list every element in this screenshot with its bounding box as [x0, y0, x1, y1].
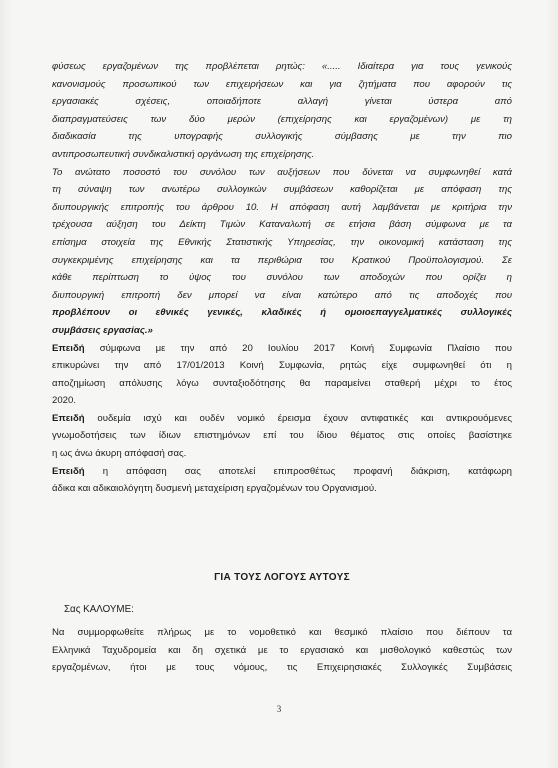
- quote-line: Το ανώτατο ποσοστό του συνόλου των αυξήσεων που δύνεται να συμφωνηθεί κατά: [52, 166, 512, 178]
- quote-line: διυπουργική επιτροπή δεν μπορεί να είναι κατώτερο από τις αποδοχές που: [52, 289, 512, 301]
- quote-line: συγκεκριμένης επιχείρησης και τα περιθώρια του Κρατικού Προϋπολογισμού. Σε: [52, 254, 512, 266]
- document-body: [52, 58, 512, 674]
- paragraph-line: 2020.: [52, 395, 77, 407]
- paragraph-line: αποζημίωση απόλυσης λόγω συνταξιοδότησης θα παραμείνει σταθερή μέχρι το έτος: [52, 377, 512, 389]
- paragraph-discrimination: [52, 463, 512, 498]
- paragraph-legal-opinions: [52, 410, 512, 463]
- paragraph-line: γνωμοδοτήσεις των ίδιων επιστημόνων επί του ίδιου θέματος στις οποίες βασίστηκε: [52, 430, 512, 442]
- paragraph-line: Ελληνικά Ταχυδρομεία και δη σχετικά με το εργασιακό και μισθολογικό καθεστώς των: [52, 644, 512, 656]
- quote-line: επίσημα στοιχεία της Εθνικής Στατιστικής Υπηρεσίας, την οικονομική κατάσταση της: [52, 236, 512, 248]
- paragraph-lead: Επειδή: [52, 412, 85, 424]
- quote-line: αντιπροσωπευτική συνδικαλιστική οργάνωση της επιχείρησης.: [52, 148, 315, 160]
- paragraph-lead: Επειδή: [52, 465, 85, 477]
- quote-line: εργασιακές σχέσεις, οποιαδήποτε αλλαγή γίνεται ύστερα από: [52, 96, 512, 108]
- paragraph-line: Επειδή ουδεμία ισχύ και ουδέν νομικό έρεισμα έχουν αντιφατικές και αντικρουόμενες: [52, 412, 512, 424]
- paragraph-line: η ως άνω άκυρη απόφασή σας.: [52, 448, 187, 460]
- quoted-law-block: [52, 58, 512, 340]
- quote-line: διυπουργικής επιτροπής του άρθρου 10. Η απόφαση αυτή λαμβάνεται με κριτήρια την: [52, 201, 512, 213]
- paragraph-demand: [52, 624, 512, 677]
- paragraph-lead: Επειδή: [52, 342, 85, 354]
- paragraph-line: Να συμμορφωθείτε πλήρως με το νομοθετικό και θεσμικό πλαίσιο που διέπουν τα: [52, 627, 512, 638]
- paragraph-line: Επειδή σύμφωνα με την από 20 Ιουλίου 2017 Κοινή Συμφωνία Πλαίσιο που: [52, 342, 512, 354]
- section-heading: ΓΙΑ ΤΟΥΣ ΛΟΓΟΥΣ ΑΥΤΟΥΣ: [214, 572, 350, 583]
- quote-line: τρέχουσα αύξηση του Δείκτη Τιμών Καταναλωτή σε ετήσια βάση σύμφωνα με τα: [52, 219, 512, 231]
- quote-line: διαδικασία της υπογραφής συλλογικής σύμβασης με την πιο: [52, 131, 512, 143]
- quote-line: διαπραγματεύσεις των δύο μερών (επιχείρησης και εργαζομένων) με τη: [52, 113, 512, 125]
- quote-line: φύσεως εργαζομένων της προβλέπεται ρητώς: «..... Ιδιαίτερα για τους γενικούς: [52, 61, 512, 72]
- paragraph-retirement-compensation: [52, 340, 512, 410]
- paragraph-line: άδικα και αδικαιολόγητη δυσμενή μεταχείριση εργαζομένων του Οργανισμού.: [52, 483, 377, 495]
- paragraph-line: εργαζομένων, ήτοι με τους νόμους, τις Επιχειρησιακές Συλλογικές Συμβάσεις: [52, 662, 512, 674]
- quote-line: συμβάσεις εργασίας.»: [52, 324, 153, 336]
- quote-line: κάθε περίπτωση το ύψος του συνόλου των αποδοχών που ορίζει η: [52, 272, 512, 284]
- quote-line: προβλέπουν οι εθνικές γενικές, κλαδικές ή ομοιοεπαγγελματικές συλλογικές: [52, 307, 512, 319]
- paragraph-line: επικυρώνει την από 17/01/2013 Κοινή Συμφωνία, ρητώς είχε συμφωνηθεί ότι η: [52, 360, 512, 372]
- salutation: Σας ΚΑΛΟΥΜΕ:: [64, 604, 134, 615]
- quote-line: κανονισμούς προσωπικού των επιχειρήσεων και για ζητήματα που αφορούν τις: [52, 78, 512, 90]
- paragraph-line: Επειδή η απόφαση σας αποτελεί επιπροσθέτως προφανή διάκριση, κατάφωρη: [52, 465, 512, 477]
- quote-line: τη σύναψη των ανωτέρω συλλογικών συμβάσεων καθορίζεται με απόφαση της: [52, 184, 512, 196]
- page-number: 3: [276, 704, 282, 714]
